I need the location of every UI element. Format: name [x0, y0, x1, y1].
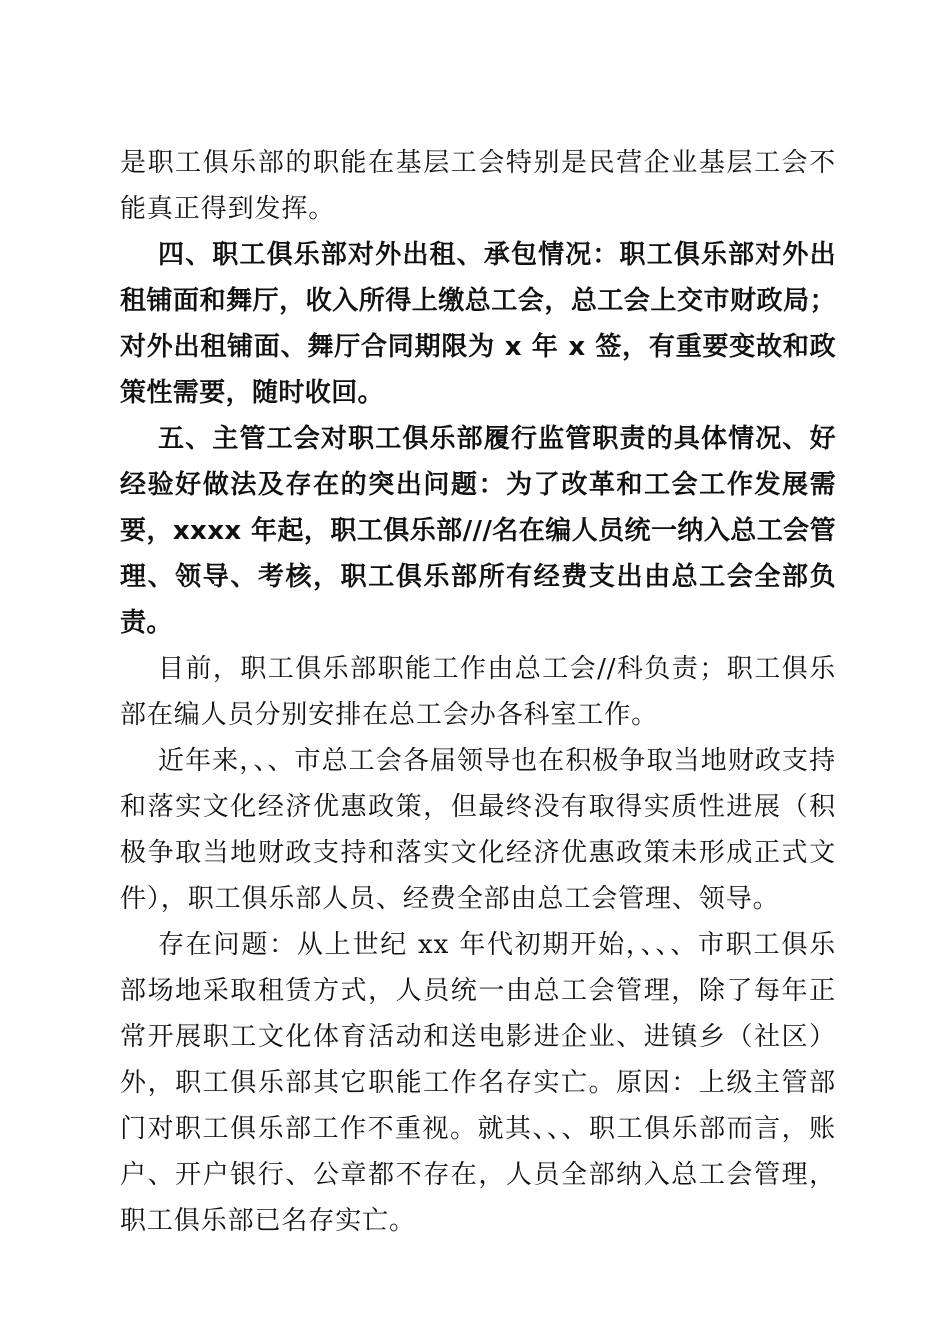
- paragraph-recent-years: 近年来，、、市总工会各届领导也在积极争取当地财政支持和落实文化经济优惠政策，但最终没有取得实质性进展（积极争取当地财政支持和落实文化经济优惠政策未形成正式文件），职工俱乐部人员、经费全部由总工会管理、领导。: [120, 746, 836, 914]
- paragraph-section-five: 五、主管工会对职工俱乐部履行监管职责的具体情况、好经验好做法及存在的突出问题：为了改革和工会工作发展需要，xxxx 年起，职工俱乐部///名在编人员统一纳入总工会管理、领导、考核，职工俱乐部所有经费支出由总工会全部负责。: [120, 424, 836, 638]
- paragraph-existing-problems: 存在问题：从上世纪 xx 年代初期开始，、、、市职工俱乐部场地采取租赁方式，人员统一由总工会管理，除了每年正常开展职工文化体育活动和送电影进企业、进镇乡（社区）外，职工俱乐部其它职能工作名存实亡。原因：上级主管部门对职工俱乐部工作不重视。就其、、、职工俱乐部而言，账户、开户银行、公章都不存在，人员全部纳入总工会管理，职工俱乐部已名存实亡。: [120, 930, 836, 1236]
- paragraph-section-four: 四、职工俱乐部对外出租、承包情况：职工俱乐部对外出租铺面和舞厅，收入所得上缴总工会，总工会上交市财政局；对外出租铺面、舞厅合同期限为 x 年 x 签，有重要变故和政策性需要，随时收回。: [120, 240, 836, 408]
- paragraph-current-status: 目前，职工俱乐部职能工作由总工会//科负责；职工俱乐部在编人员分别安排在总工会办各科室工作。: [120, 654, 836, 730]
- document-body: [120, 140, 836, 1244]
- paragraph-continuation: 是职工俱乐部的职能在基层工会特别是民营企业基层工会不能真正得到发挥。: [120, 148, 836, 224]
